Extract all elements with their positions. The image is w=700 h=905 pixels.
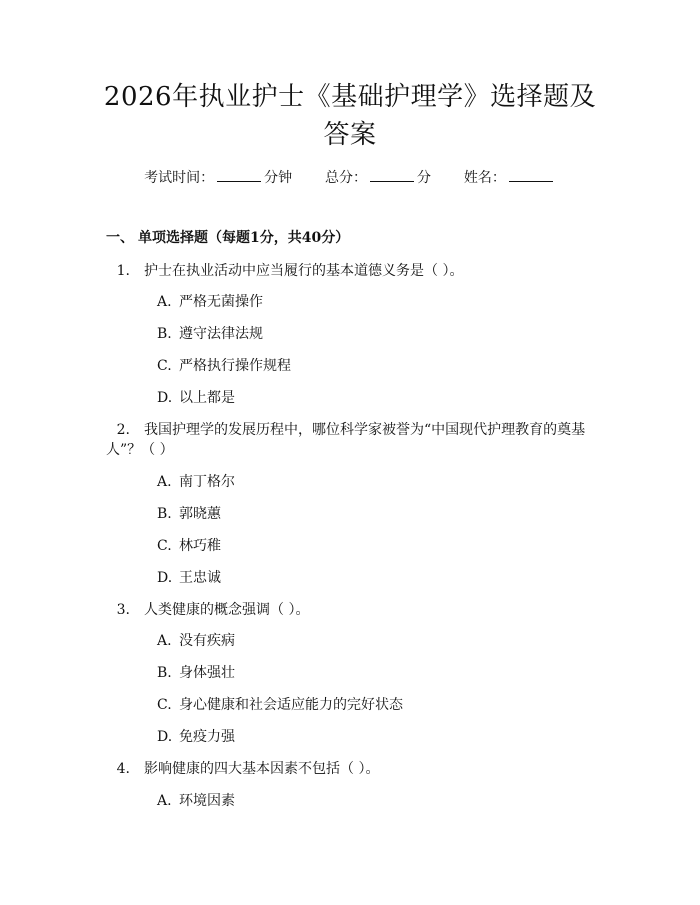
exam-time-blank [217, 168, 261, 182]
question-text: 我国护理学的发展历程中，哪位科学家被誉为“中国现代护理教育的奠基 [144, 422, 586, 438]
question-number: 4. [116, 761, 130, 777]
name-blank [509, 168, 553, 182]
question-text: 人类健康的概念强调（ ）。 [144, 602, 310, 618]
question-text: 护士在执业活动中应当履行的基本道德义务是（ ）。 [144, 263, 464, 279]
option-2d: D. 王忠诚 [157, 570, 221, 586]
option-3b: B. 身体强壮 [157, 665, 235, 681]
exam-time-label: 考试时间： [144, 170, 215, 186]
option-2b: B. 郭晓蕙 [157, 506, 221, 522]
name-label: 姓名： [463, 170, 506, 186]
option-1b: B. 遵守法律法规 [157, 326, 263, 342]
total-score-label: 总分： [325, 170, 367, 186]
page-title: 2026年执业护士《基础护理学》选择题及答案 [103, 82, 597, 150]
question-number: 3. [116, 602, 130, 618]
option-2a: A. 南丁格尔 [157, 474, 235, 490]
section-heading [106, 228, 349, 248]
option-1a: A. 严格无菌操作 [157, 294, 263, 310]
section-number: 一、 [106, 230, 134, 246]
question-number: 1. [116, 263, 130, 279]
option-3a: A. 没有疾病 [157, 633, 235, 649]
option-4a: A. 环境因素 [157, 793, 235, 809]
question-3 [106, 600, 596, 620]
option-2c: C. 林巧稚 [157, 538, 221, 554]
question-1 [106, 261, 596, 281]
question-2 [106, 420, 596, 440]
total-score-unit: 分 [417, 170, 431, 186]
question-text-cont: 人”？（ ） [106, 442, 174, 458]
option-3c: C. 身心健康和社会适应能力的完好状态 [157, 697, 403, 713]
exam-time-unit: 分钟 [264, 170, 293, 186]
question-2-continued [106, 440, 596, 460]
option-3d: D. 免疫力强 [157, 729, 235, 745]
question-number: 2. [116, 422, 130, 438]
question-4 [106, 759, 596, 779]
section-label: 单项选择题（每题1分，共40分） [138, 230, 350, 246]
total-score-blank [370, 168, 414, 182]
option-1d: D. 以上都是 [157, 390, 235, 406]
option-1c: C. 严格执行操作规程 [157, 358, 291, 374]
question-text: 影响健康的四大基本因素不包括（ ）。 [144, 761, 380, 777]
exam-meta [0, 168, 700, 188]
